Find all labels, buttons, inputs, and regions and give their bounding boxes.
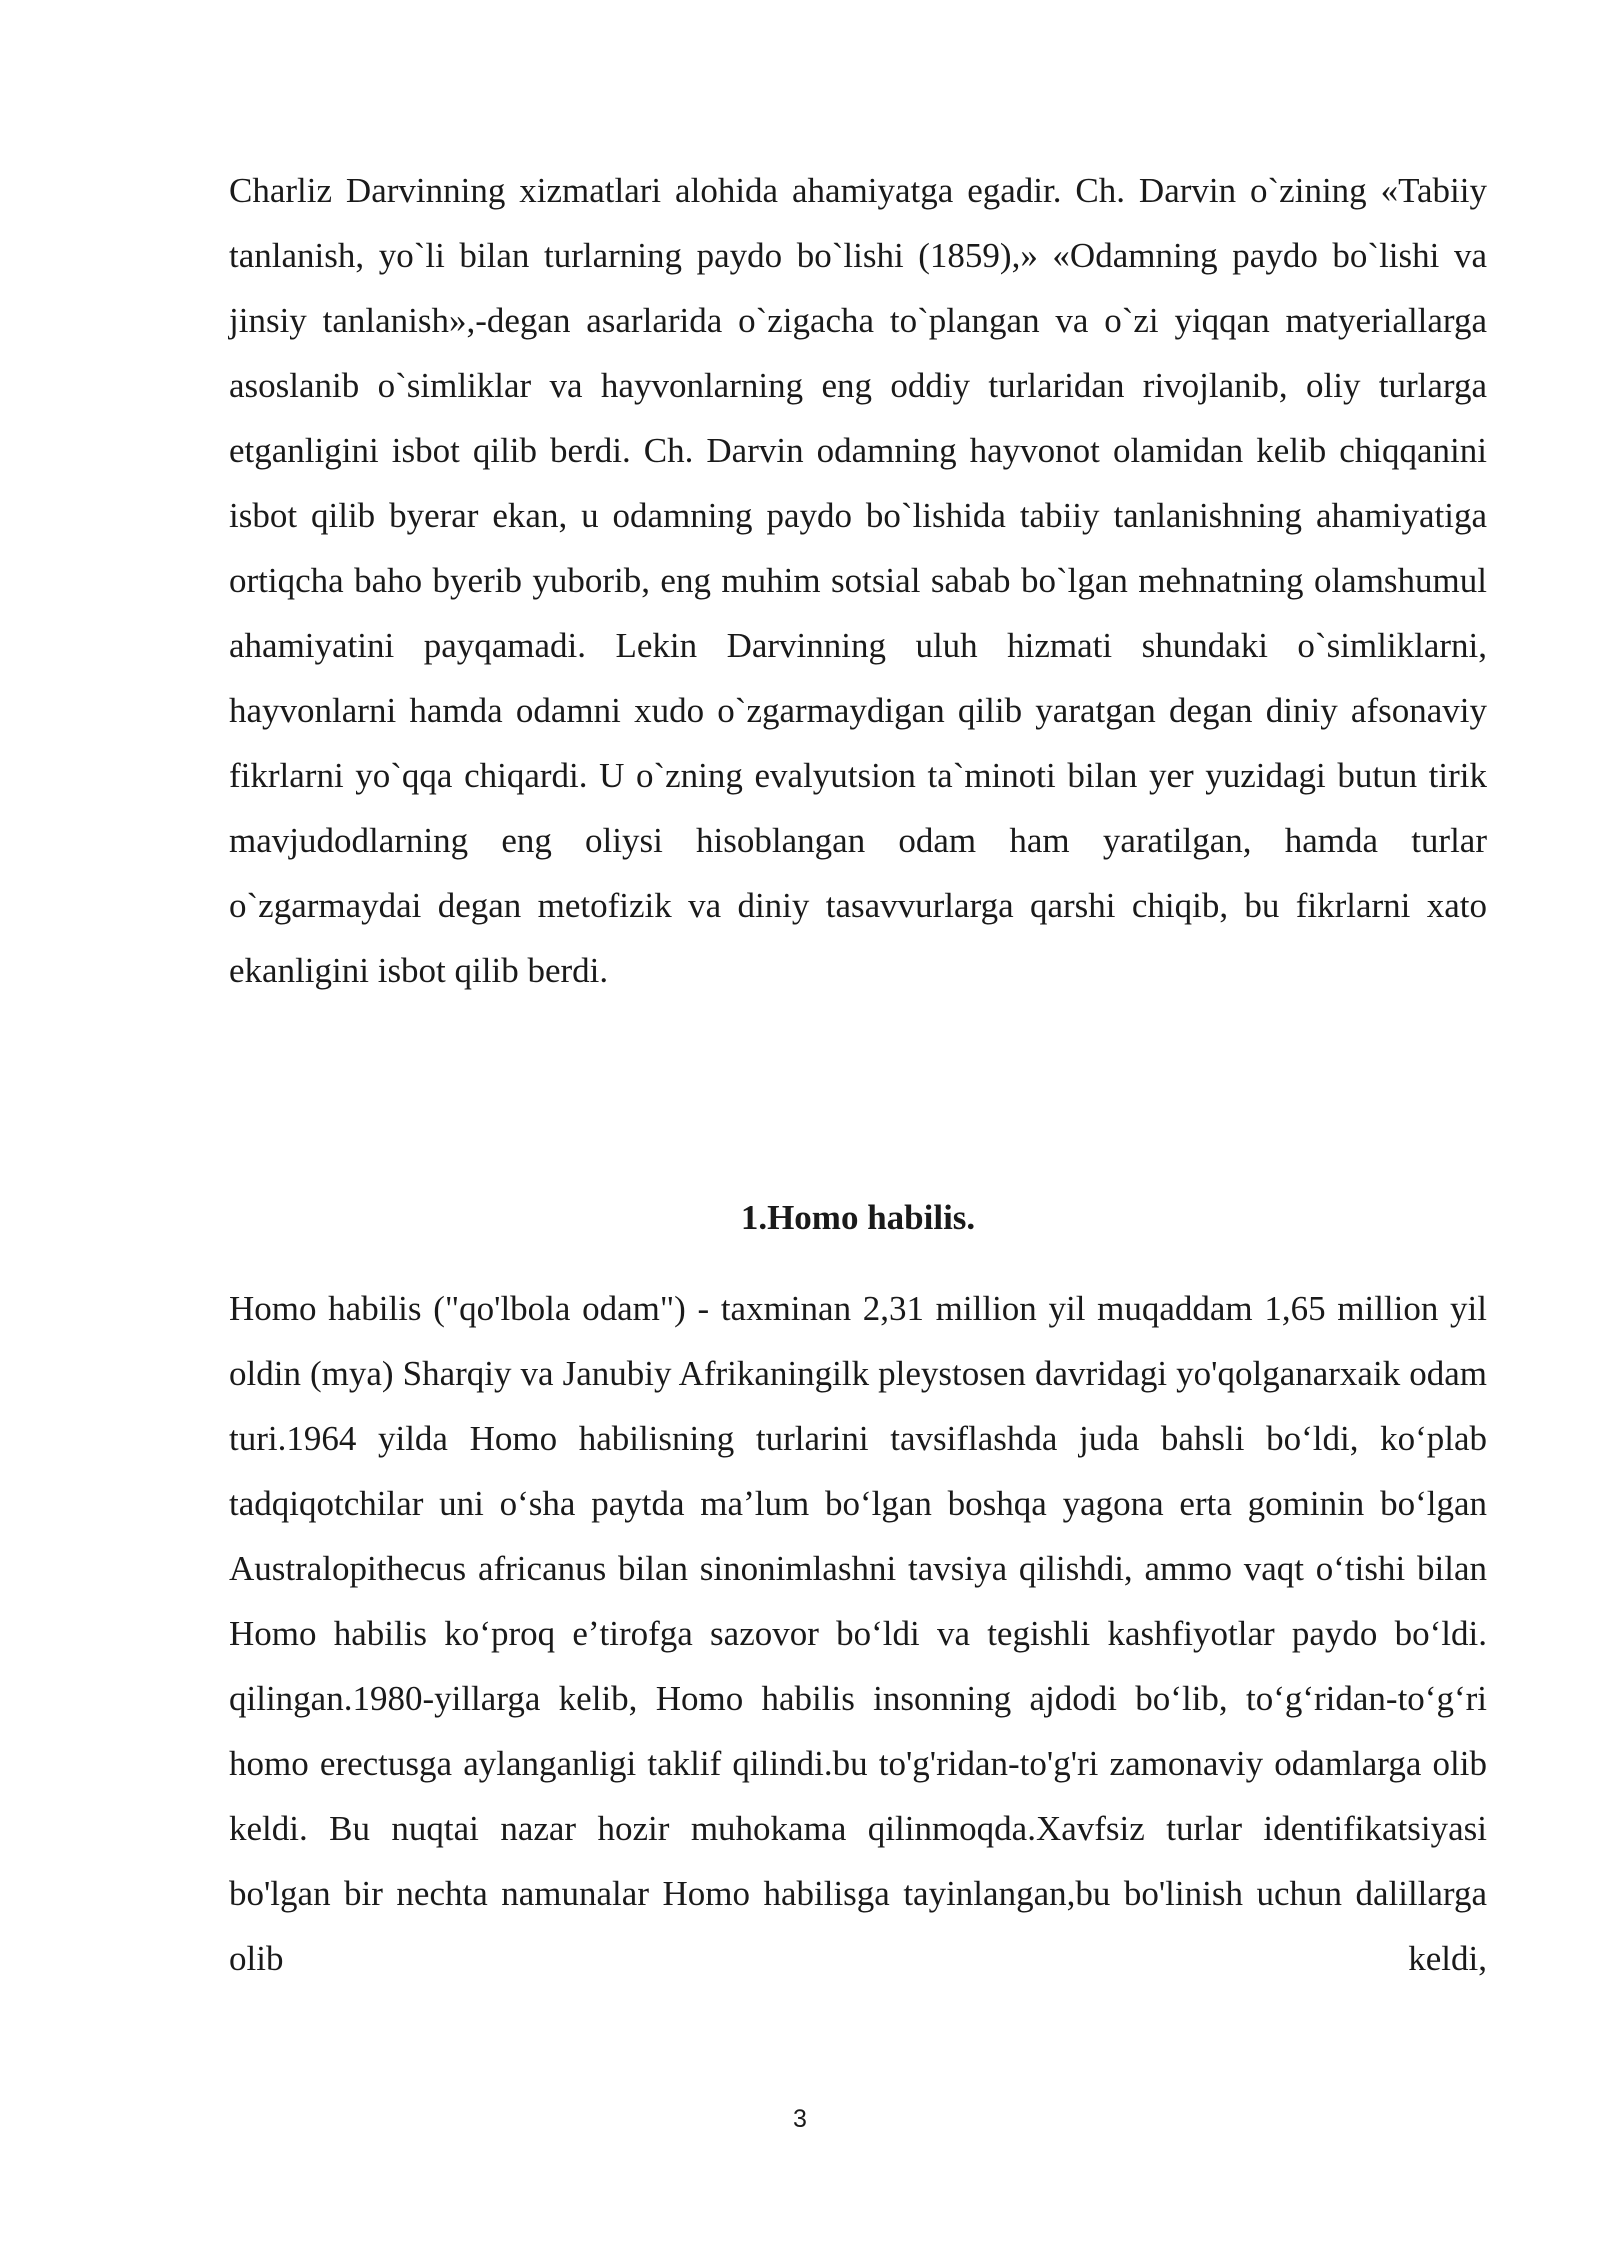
section-heading: 1.Homo habilis. [740,1198,976,1237]
body-text-section-homo-habilis [229,1276,1487,1991]
body-text-section [229,158,1487,1003]
paragraph-homo-habilis: Homo habilis ("qo'lbola odam") - taxminan 2,31 million yil muqaddam 1,65 million yil oldin (mya) Sharqiy va Janubiy Afrikaningilk pleystosen davridagi yo'qolganarxaik odam turi.1964 yilda Homo habilisning turlarini tavsiflashda juda bahsli boʻldi, koʻplab tadqiqotchilar uni oʻsha paytda maʼlum boʻlgan boshqa yagona erta gominin boʻlgan Australopithecus africanus bilan sinonimlashni tavsiya qilishdi, ammo vaqt oʻtishi bilan Homo habilis koʻproq eʼtirofga sazovor boʻldi va tegishli kashfiyotlar paydo boʻldi. qilingan.1980-yillarga kelib, Homo habilis insonning ajdodi boʻlib, toʻgʻridan-toʻgʻri homo erectusga aylanganligi taklif qilindi.bu to'g'ridan-to'g'ri zamonaviy odamlarga olib keldi. Bu nuqtai nazar hozir muhokama qilinmoqda.Xavfsiz turlar identifikatsiyasi bo'lgan bir nechta namunalar Homo habilisga tayinlangan,bu bo'linish uchun dalillarga olib keldi, [229,1289,1487,1978]
paragraph-darwin: Charliz Darvinning xizmatlari alohida ahamiyatga egadir. Ch. Darvin o`zining «Tabiiy tanlanish, yo`li bilan turlarning paydo bo`lishi (1859),» «Odamning paydo bo`lishi va jinsiy tanlanish»,-degan asarlarida o`zigacha to`plangan va o`zi yiqqan matyeriallarga asoslanib o`simliklar va hayvonlarning eng oddiy turlaridan rivojlanib, oliy turlarga etganligini isbot qilib berdi. Ch. Darvin odamning hayvonot olamidan kelib chiqqanini isbot qilib byerar ekan, u odamning paydo bo`lishida tabiiy tanlanishning ahamiyatiga ortiqcha baho byerib yuborib, eng muhim sotsial sabab bo`lgan mehnatning olamshumul ahamiyatini payqamadi. Lekin Darvinning uluh hizmati shundaki o`simliklarni, hayvonlarni hamda odamni xudo o`zgarmaydigan qilib yaratgan degan diniy afsonaviy fikrlarni yo`qqa chiqardi. U o`zning evalyutsion ta`minoti bilan yer yuzidagi butun tirik mavjudodlarning eng oliysi hisoblangan odam ham yaratilgan, hamda turlar o`zgarmaydai degan metofizik va diniy tasavvurlarga qarshi chiqib, bu fikrlarni xato ekanligini isbot qilib berdi. [229,171,1487,990]
page-number: 3 [793,2105,807,2133]
